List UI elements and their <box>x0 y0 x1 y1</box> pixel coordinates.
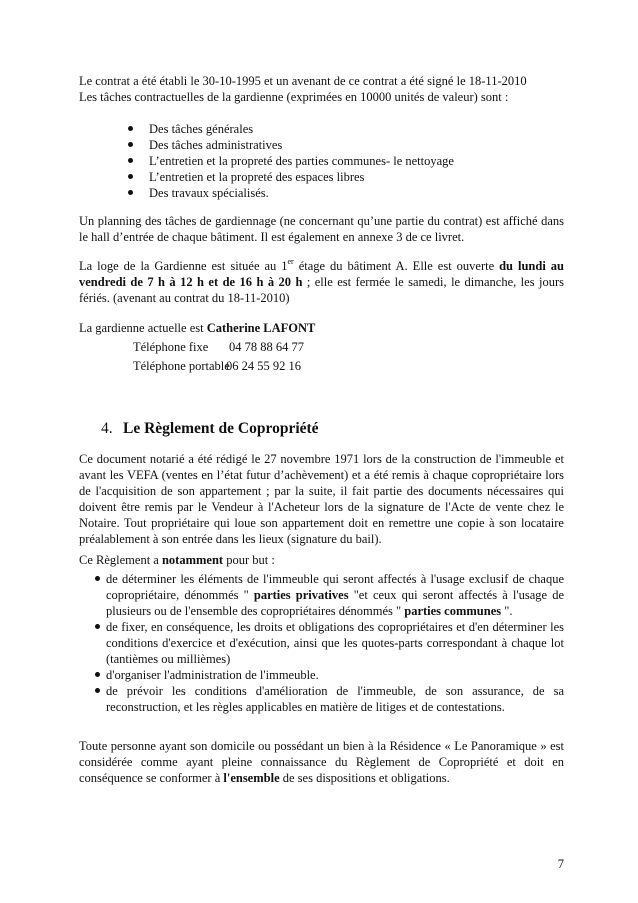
bullet-icon <box>128 190 133 195</box>
bullet-icon <box>95 624 100 629</box>
list-item: de déterminer les éléments de l'immeuble qui seront affectés à l'usage exclusif de chaque copropriétaire, dénommés " parties privatives "et ceux qui seront affectés à l'usage de plusieurs ou de l'ensemble des copropriétaires dénommés " parties communes ". <box>79 571 564 619</box>
gardienne-line: La gardienne actuelle est Catherine LAFONT <box>79 321 316 335</box>
list-item: Des travaux spécialisés. <box>79 185 564 201</box>
list-item: L’entretien et la propreté des parties communes- le nettoyage <box>79 153 564 169</box>
opening-hours: du lundi au vendredi de 7 h à 12 h et de 16 h à 20 h <box>79 259 564 289</box>
bullet-icon <box>128 142 133 147</box>
section-title: Le Règlement de Copropriété <box>123 420 319 437</box>
bullet-icon <box>128 126 133 131</box>
list-item: L’entretien et la propreté des espaces libres <box>79 169 564 185</box>
contract-dates-line: Le contrat a été établi le 30-10-1995 et un avenant de ce contrat a été signé le 18-11-2010 <box>79 74 527 88</box>
list-item: d'organiser l'administration de l'immeuble. <box>79 667 564 683</box>
bullet-icon <box>95 576 100 581</box>
reglement-paragraph: Ce document notarié a été rédigé le 27 novembre 1971 lors de la construction de l'immeuble et avant les VEFA (ventes en l’état futur d’achèvement) et a été remis à chaque copropriétaire lors de l'acquisition de son appartement ; par la suite, il fait partie des documents nécessaires qui doivent être remis par le Vendeur à l'Acheteur lors de la signature de l'Acte de vente chez le Notaire. Tout propriétaire qui loue son appartement doit en remettre une copie à son locataire préalablement à son entrée dans les lieux (signature du bail). <box>79 452 564 546</box>
list-item: Des tâches générales <box>79 121 564 137</box>
bullet-icon <box>95 672 100 677</box>
bullet-icon <box>128 158 133 163</box>
loge-paragraph: La loge de la Gardienne est située au 1er étage du bâtiment A. Elle est ouverte du lundi au vendredi de 7 h à 12 h et de 16 h à 20 h ; elle est fermée le samedi, le dimanche, les jours fériés. (avenant au contrat du 18-11-2010) <box>79 257 565 305</box>
goals-list-block <box>79 571 564 715</box>
gardienne-block <box>79 320 564 377</box>
list-item: de fixer, en conséquence, les droits et obligations des copropriétaires et d'en déterminer les conditions d'exercice et d'exécution, ainsi que les quotes-parts correspondant à chaque lot (tantièmes ou millièmes) <box>79 619 564 667</box>
tasks-list-block <box>79 121 564 201</box>
bullet-icon <box>128 174 133 179</box>
section-number: 4. <box>101 420 113 437</box>
phone-mobile-label: Téléphone portable <box>133 359 230 373</box>
goals-intro: Ce Règlement a notamment pour but : <box>79 553 275 567</box>
tasks-list <box>79 121 564 201</box>
tasks-intro-line: Les tâches contractuelles de la gardienne (exprimées en 10000 unités de valeur) sont : <box>79 90 509 104</box>
gardienne-name: Catherine LAFONT <box>206 321 316 335</box>
phone-fixed-value: 04 78 88 64 77 <box>229 340 304 354</box>
phone-fixed-row <box>79 339 564 358</box>
phone-mobile-value: 06 24 55 92 16 <box>226 359 301 373</box>
list-item: Des tâches administratives <box>79 137 564 153</box>
phone-mobile-row <box>79 358 564 377</box>
intro-paragraph <box>79 73 564 105</box>
planning-paragraph: Un planning des tâches de gardiennage (ne concernant qu’une partie du contrat) est affiché dans le hall d’entrée de chaque bâtiment. Il est également en annexe 3 de ce livret. <box>79 214 564 244</box>
bullet-icon <box>95 688 100 693</box>
list-item: de prévoir les conditions d'amélioration de l'immeuble, de son assurance, de sa reconstruction, et les règles applicables en matière de litiges et de contestations. <box>79 683 564 715</box>
closing-paragraph: Toute personne ayant son domicile ou possédant un bien à la Résidence « Le Panoramique » est considérée comme ayant pleine connaissance du Règlement de Copropriété et doit en conséquence se conformer à l'ensemble de ses dispositions et obligations. <box>79 739 564 785</box>
section-heading <box>101 419 319 439</box>
page-number: 7 <box>557 857 564 871</box>
goals-list <box>79 571 564 715</box>
phone-fixed-label: Téléphone fixe <box>133 340 209 354</box>
